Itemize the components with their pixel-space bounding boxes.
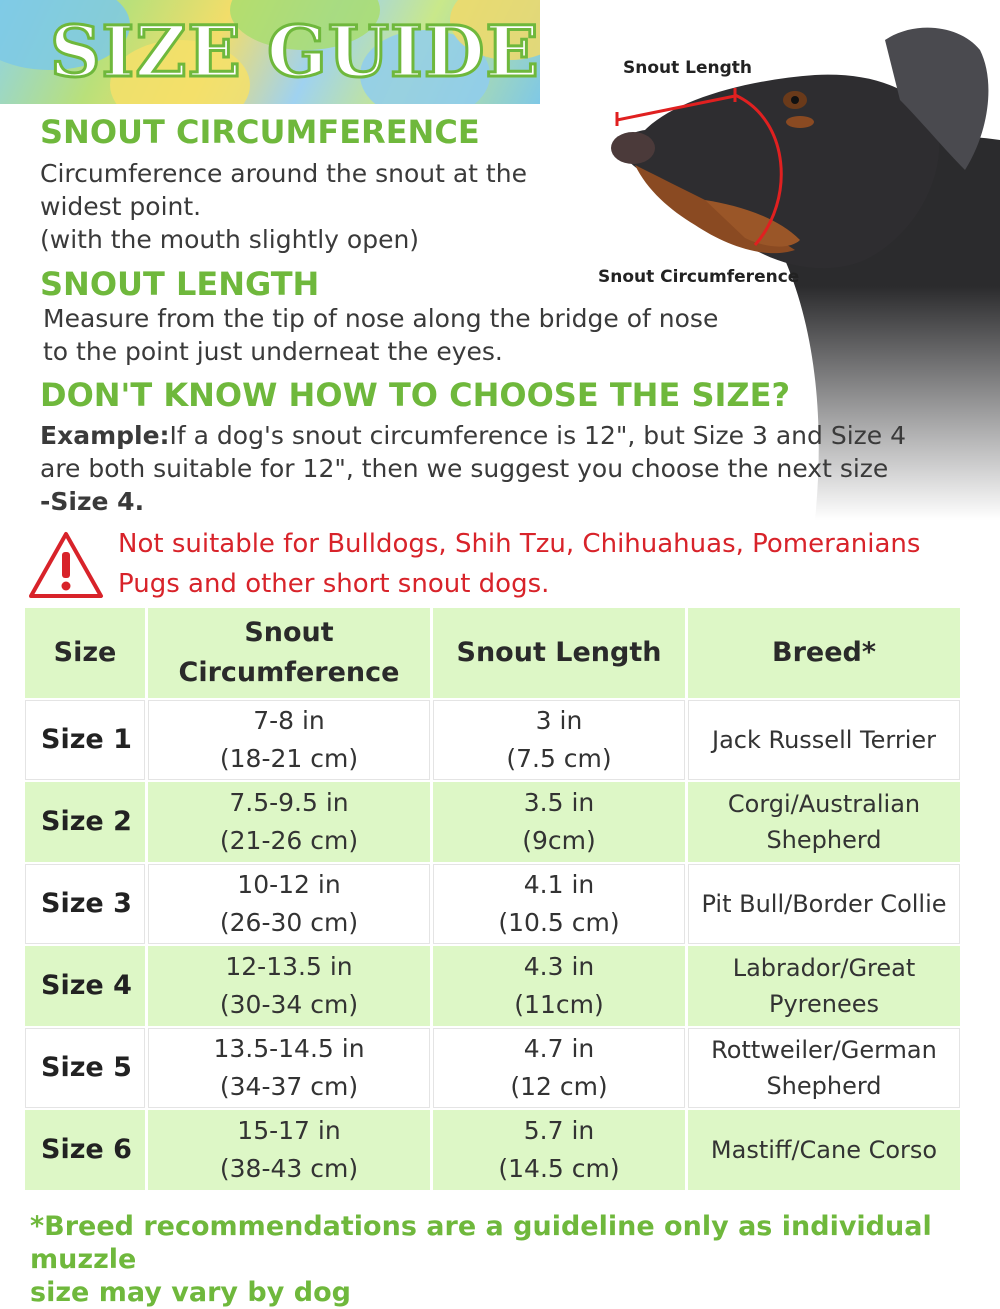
breed-line: Pyrenees xyxy=(768,990,880,1018)
page-title: SIZE GUIDE xyxy=(50,10,540,93)
breed-cell xyxy=(688,700,960,780)
breed-line: Labrador/Great xyxy=(732,954,916,982)
snout-circumference-label: Snout Circumference xyxy=(598,267,800,287)
table-row xyxy=(25,700,960,780)
snout-circumference-heading: SNOUT CIRCUMFERENCE xyxy=(40,113,480,151)
breed-line: Rottweiler/German xyxy=(711,1036,937,1064)
description-line: Measure from the tip of nose along the bridge of nose xyxy=(43,304,719,333)
length-cell xyxy=(433,782,685,862)
value-cm: (26-30 cm) xyxy=(219,908,359,937)
size-cell: Size 4 xyxy=(25,946,145,1026)
value-cm: (11cm) xyxy=(514,990,604,1019)
snout-length-label: Snout Length xyxy=(623,58,753,78)
size-cell: Size 2 xyxy=(25,782,145,862)
table-row xyxy=(25,1028,960,1108)
value-inches: 4.3 in xyxy=(523,952,595,981)
footnote-line: size may vary by dog xyxy=(30,1277,351,1308)
description-line: Circumference around the snout at the xyxy=(40,159,527,188)
circumference-cell xyxy=(148,864,430,944)
snout-length-description xyxy=(43,302,718,368)
breed-cell xyxy=(688,1028,960,1108)
table-header-row xyxy=(25,608,960,698)
size-cell: Size 5 xyxy=(25,1028,145,1108)
snout-length-heading: SNOUT LENGTH xyxy=(40,265,320,303)
warning-triangle-icon xyxy=(28,530,104,600)
value-inches: 10-12 in xyxy=(237,870,341,899)
breed-line: Shepherd xyxy=(766,826,882,854)
value-cm: (30-34 cm) xyxy=(219,990,359,1019)
value-cm: (10.5 cm) xyxy=(498,908,620,937)
size-cell: Size 6 xyxy=(25,1110,145,1190)
description-line: to the point just underneat the eyes. xyxy=(43,337,503,366)
column-header-size: Size xyxy=(25,608,145,698)
value-cm: (14.5 cm) xyxy=(498,1154,620,1183)
footnote-line: *Breed recommendations are a guideline only as individual muzzle xyxy=(30,1211,932,1275)
breed-line: Mastiff/Cane Corso xyxy=(710,1136,938,1164)
column-header-breed: Breed* xyxy=(688,608,960,698)
breed-line: Jack Russell Terrier xyxy=(711,726,936,754)
choose-size-heading: DON'T KNOW HOW TO CHOOSE THE SIZE? xyxy=(40,376,791,414)
length-cell xyxy=(433,700,685,780)
value-inches: 13.5-14.5 in xyxy=(213,1034,365,1063)
value-cm: (38-43 cm) xyxy=(219,1154,359,1183)
suggested-size: Size 4. xyxy=(50,487,145,516)
description-line: (with the mouth slightly open) xyxy=(40,225,420,254)
value-cm: (34-37 cm) xyxy=(219,1072,359,1101)
example-text: If a dog's snout circumference is 12", but Size 3 and Size 4 xyxy=(169,421,906,450)
circumference-cell xyxy=(148,946,430,1026)
snout-circumference-description xyxy=(40,157,527,256)
length-cell xyxy=(433,864,685,944)
value-cm: (18-21 cm) xyxy=(219,744,359,773)
value-inches: 15-17 in xyxy=(237,1116,341,1145)
choose-size-example xyxy=(40,419,990,518)
value-inches: 12-13.5 in xyxy=(225,952,353,981)
size-cell: Size 1 xyxy=(25,700,145,780)
column-header-circumference xyxy=(148,608,430,698)
breed-cell xyxy=(688,946,960,1026)
header-line: Circumference xyxy=(178,657,400,688)
warning-message xyxy=(118,524,920,604)
table-row xyxy=(25,946,960,1026)
breed-line: Corgi/Australian xyxy=(727,790,921,818)
value-inches: 4.7 in xyxy=(523,1034,595,1063)
table-row xyxy=(25,1110,960,1190)
example-label: Example: xyxy=(40,421,170,450)
value-inches: 7-8 in xyxy=(253,706,325,735)
breed-cell xyxy=(688,1110,960,1190)
warning-line: Pugs and other short snout dogs. xyxy=(118,569,550,599)
length-cell xyxy=(433,946,685,1026)
circumference-cell xyxy=(148,782,430,862)
breed-line: Pit Bull/Border Collie xyxy=(701,890,947,918)
description-line: widest point. xyxy=(40,192,202,221)
value-cm: (21-26 cm) xyxy=(219,826,359,855)
value-inches: 7.5-9.5 in xyxy=(229,788,349,817)
value-inches: 3 in xyxy=(535,706,583,735)
circumference-cell xyxy=(148,700,430,780)
value-cm: (9cm) xyxy=(522,826,596,855)
example-line: are both suitable for 12", then we suggest you choose the next size xyxy=(40,454,889,483)
example-line xyxy=(40,485,990,518)
table-row xyxy=(25,864,960,944)
value-cm: (7.5 cm) xyxy=(506,744,612,773)
circumference-cell xyxy=(148,1028,430,1108)
value-inches: 5.7 in xyxy=(523,1116,595,1145)
table-row xyxy=(25,782,960,862)
breed-cell xyxy=(688,864,960,944)
example-line xyxy=(40,419,990,452)
header-line: Snout xyxy=(244,617,334,648)
value-inches: 3.5 in xyxy=(523,788,595,817)
length-cell xyxy=(433,1028,685,1108)
column-header-length: Snout Length xyxy=(433,608,685,698)
value-cm: (12 cm) xyxy=(510,1072,608,1101)
circumference-cell xyxy=(148,1110,430,1190)
example-dash: - xyxy=(40,487,51,516)
size-cell: Size 3 xyxy=(25,864,145,944)
breed-line: Shepherd xyxy=(766,1072,882,1100)
size-guide-banner xyxy=(0,0,540,104)
breed-footnote xyxy=(30,1210,980,1309)
size-chart-table xyxy=(22,606,963,1192)
value-inches: 4.1 in xyxy=(523,870,595,899)
warning-line: Not suitable for Bulldogs, Shih Tzu, Chihuahuas, Pomeranians xyxy=(118,529,921,559)
breed-cell xyxy=(688,782,960,862)
length-cell xyxy=(433,1110,685,1190)
